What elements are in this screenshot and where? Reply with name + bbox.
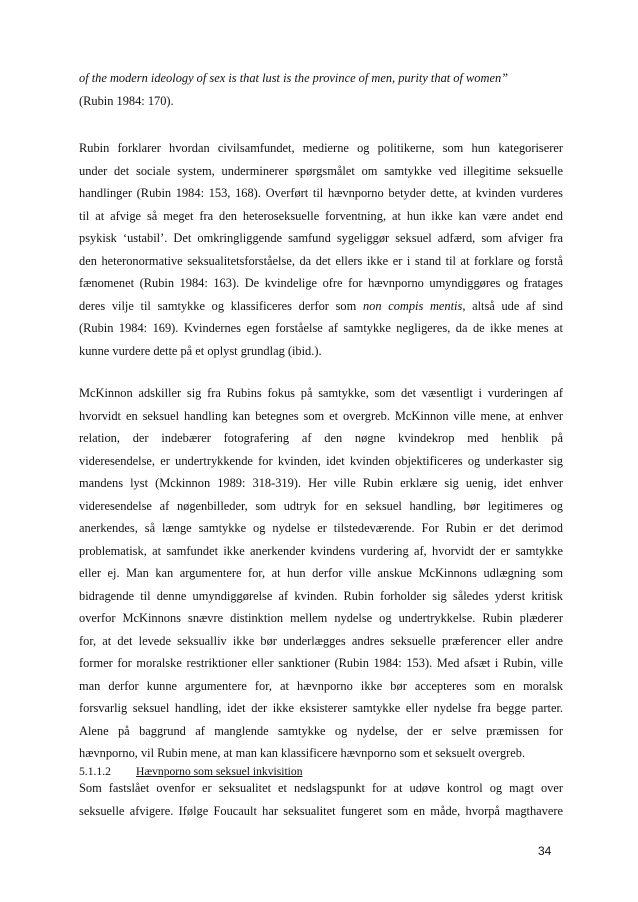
text-line: McKinnon adskiller sig fra Rubins fokus på samtykke, som det væsentligt i vurderingen af: [79, 386, 563, 400]
text-line: man derfor kunne argumentere for, at hævnporno ikke bør accepteres som en moralsk: [79, 678, 563, 693]
text-line: fænomenet (Rubin 1984: 163). De kvindelige ofre for hævnporno umyndiggøres og fratages: [79, 276, 563, 290]
text-line: videresendelse af nøgenbilleder, som udtryk for en seksuel handling, bør legitimeres og: [79, 498, 563, 513]
text-line: til at afvige så meget fra den heteroseksuelle forventning, at hun ikke kan være andet end: [79, 208, 563, 223]
text-line: eller ej. Man kan argumentere for, at hun derfor ville anskue McKinnons udlægning som: [79, 566, 563, 580]
text-segment: deres vilje til samtykke og klassificeres derfor som: [79, 298, 363, 313]
text-line: former for moralske restriktioner eller sanktioner (Rubin 1984: 153). Med afsæt i Rubin, ville: [79, 656, 563, 670]
text-line: Som fastslået ovenfor er seksualitet et nedslagspunkt for at udøve kontrol og magt over: [79, 781, 563, 795]
text-line: (Rubin 1984: 169). Kvindernes egen forståelse af samtykke negligeres, da de ikke menes at: [79, 321, 563, 335]
text-line: kunne vurdere dette på et oplyst grundlag (ibid.).: [79, 343, 322, 358]
text-line: Alene på baggrund af manglende samtykke og nydelse, der er selve præmissen for: [79, 723, 563, 738]
text-line: seksuelle afvigere. Ifølge Foucault har seksualitet fungeret som en måde, hvorpå magthavere: [79, 803, 563, 818]
section-number: 5.1.1.2: [79, 765, 111, 778]
text-line: hvorvidt en seksuel handling kan betegnes som et overgreb. McKinnon ville mene, at enhver: [79, 408, 563, 423]
text-line: psykisk ‘ustabil’. Det omkringliggende samfund sygeliggør seksuel adfærd, som afviger fra: [79, 231, 563, 245]
paragraph-foucault: [79, 777, 563, 822]
latin-term: non compis mentis: [362, 298, 463, 313]
text-line: relation, der indebærer fotografering af den nøgne kvindekrop med henblik på: [79, 431, 563, 445]
text-line: handlinger (Rubin 1984: 153, 168). Overført til hævnporno betyder dette, at kvinden vurderes: [79, 186, 563, 200]
quote-line: of the modern ideology of sex is that lust is the province of men, purity that of women”: [79, 71, 509, 85]
quote-citation: (Rubin 1984: 170).: [79, 93, 174, 108]
paragraph-mckinnon: [79, 382, 563, 765]
section-title: Hævnporno som seksuel inkvisition: [136, 765, 303, 778]
text-line: hævnporno, vil Rubin mene, at man kan klassificere hævnporno som et seksuelt overgreb.: [79, 746, 526, 760]
text-line: problematisk, at samfundet ikke anerkender kvindens vurdering af, hvorvidt der er samtykke: [79, 543, 563, 558]
text-line: videresendelse, er undertrykkende for kvinden, idet kvinden objektificeres og underkaster sig: [79, 453, 563, 468]
text-line: Rubin forklarer hvordan civilsamfundet, medierne og politikerne, som hun kategoriserer: [79, 141, 563, 155]
text-line: bidragende til denne umyndiggørelse af kvinden. Rubin forholder sig således yderst kritisk: [79, 588, 563, 603]
text-line: [79, 295, 563, 318]
text-line: den heteronormative seksualitetsforståelse, da det ellers ikke er i stand til at forklare og forstå: [79, 253, 563, 268]
page-number: 34: [538, 844, 552, 858]
text-segment: , altså ude af sind: [462, 298, 563, 313]
text-line: overfor McKinnons snævre distinktion mellem nydelse og undertrykkelse. Rubin plæderer: [79, 611, 563, 625]
text-line: under det sociale system, underminerer spørgsmålet om samtykke ved illegitime seksuelle: [79, 163, 563, 178]
block-quote: [79, 67, 563, 112]
text-line: mandens lyst (Mckinnon 1989: 318-319). Her ville Rubin erklære sig uenig, idet enhver: [79, 476, 563, 490]
text-line: for, at det levede seksualliv ikke bør underlægges andres seksuelle præferencer eller andre: [79, 633, 563, 648]
text-line: anerkendes, så længe samtykke og nydelse er tilstedeværende. For Rubin er det derimod: [79, 521, 563, 535]
paragraph-rubin: [79, 137, 563, 362]
text-line: forsvarlig seksuel handling, idet der ikke eksisterer samtykke eller nydelse fra begge parter.: [79, 701, 563, 715]
